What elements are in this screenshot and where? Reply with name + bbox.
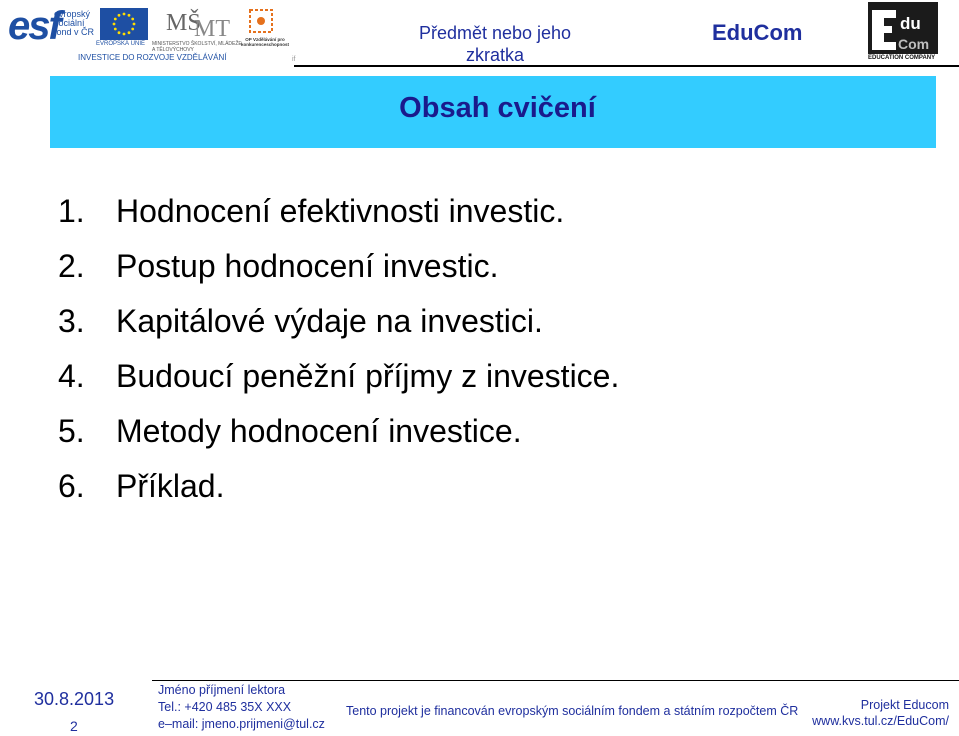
eu-flag-icon [100,8,148,40]
project-url: www.kvs.tul.cz/EduCom/ [812,714,949,728]
agenda-item-text: Budoucí peněžní příjmy z investice. [116,358,620,394]
agenda-item [58,298,619,353]
agenda-item [58,408,619,463]
subject-line: Předmět nebo jeho [418,23,572,43]
slide-title: Obsah cvičení [399,92,596,124]
agenda-item [58,243,619,298]
agenda-item-number: 3. [58,303,85,339]
educom-tagline: EDUCATION COMPANY [868,55,936,61]
project-info [812,697,949,729]
agenda-item-number: 6. [58,468,85,504]
agenda-item-text: Příklad. [116,468,225,504]
esf-logo-subtitle [54,10,104,37]
investment-label: INVESTICE DO ROZVOJE VZDĚLÁVÁNÍ [78,53,227,62]
esf-sub-line: fond v ČR [54,27,95,37]
agenda-list [58,188,619,518]
op-vk-label: OP Vzdělávání pro konkurenceschopnost [240,37,289,47]
lecturer-contact [158,682,325,733]
eu-label: EVROPSKÁ UNIE [96,41,146,47]
agenda-item-text: Kapitálové výdaje na investici. [116,303,543,339]
lecturer-phone: Tel.: +420 485 35X XXX [158,700,292,714]
partner-logos [8,4,288,64]
page-number: 2 [70,718,78,734]
op-vk-logo-icon [242,6,282,36]
lecturer-name: Jméno příjmení lektora [158,683,286,697]
agenda-item-number: 5. [58,413,85,449]
subject-line: zkratka [465,45,525,65]
agenda-item [58,188,619,243]
msmt-label: MINISTERSTVO ŠKOLSTVÍ, MLÁDEŽE A TĚLOVÝCHOVY [152,41,242,53]
header-divider [294,65,959,67]
agenda-item-text: Metody hodnocení investice. [116,413,522,449]
esf-sub-line: evropský [54,9,91,19]
esf-sub-line: sociální [54,18,85,28]
agenda-item [58,353,619,408]
funding-note: Tento projekt je financován evropským sociálním fondem a státním rozpočtem ČR [346,704,799,718]
footer-date: 30.8.2013 [34,689,115,709]
educom-logo-text-bottom: Com [898,36,930,52]
subject-name [400,22,590,66]
footer-divider [152,680,959,681]
agenda-item-text: Hodnocení efektivnosti investic. [116,193,565,229]
agenda-item [58,463,619,518]
agenda-item-number: 4. [58,358,85,394]
agenda-item-number: 1. [58,193,85,229]
brand-name: EduCom [712,20,803,45]
educom-logo-text-top: du [900,14,921,33]
esf-logo-letters: esf [8,4,60,48]
agenda-item-text: Postup hodnocení investic. [116,248,499,284]
svg-text:MŠ: MŠ [166,10,201,36]
svg-text:MT: MT [194,16,230,42]
stray-mark: if [292,56,296,63]
lecturer-email: e–mail: jmeno.prijmeni@tul.cz [158,717,325,731]
project-name: Projekt Educom [860,698,949,712]
agenda-item-number: 2. [58,248,85,284]
educom-logo-icon [868,0,942,62]
